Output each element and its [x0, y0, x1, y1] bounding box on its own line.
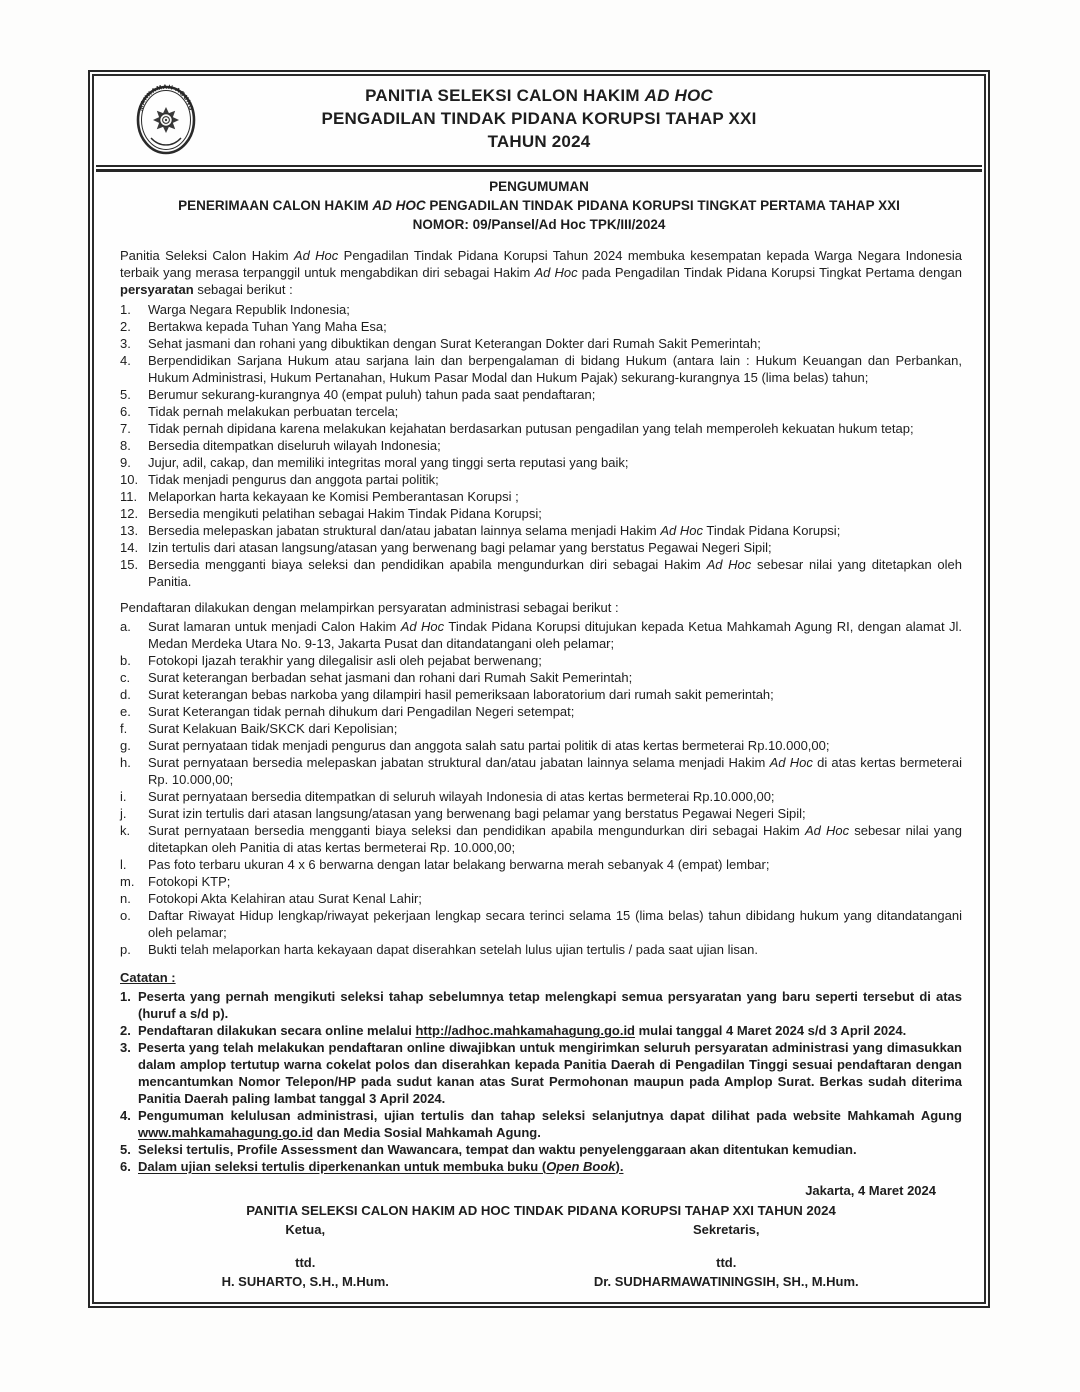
- place-date: Jakarta, 4 Maret 2024: [805, 1183, 936, 1198]
- requirement-item: [120, 318, 962, 335]
- admin-requirement-letter: a.: [120, 619, 131, 634]
- admin-requirement-item: [120, 788, 962, 805]
- signature-right-ttd: ttd.: [716, 1255, 737, 1270]
- note-number: 3.: [120, 1040, 131, 1055]
- admin-requirement-item: [120, 720, 962, 737]
- admin-requirement-letter: b.: [120, 653, 131, 668]
- intro-paragraph: Panitia Seleksi Calon Hakim Ad Hoc Pengadilan Tindak Pidana Korupsi Tahun 2024 membuka kesempatan kepada Warga Negara Indonesia terbaik yang merasa terpanggil untuk mengabdikan diri sebagai Hakim Ad Hoc pada Pengadilan Tindak Pidana Korupsi Tingkat Pertama dengan persyaratan sebagai berikut :: [120, 248, 963, 297]
- requirement-item: [120, 522, 962, 539]
- note-item: [120, 1141, 962, 1158]
- admin-requirement-text: Daftar Riwayat Hidup lengkap/riwayat pekerjaan lengkap secara terinci selama 15 (lima belas) tahun dibidang hukum yang ditandatangani oleh pelamar;: [148, 908, 962, 940]
- admin-requirement-text: Fotokopi Akta Kelahiran atau Surat Kenal Lahir;: [148, 891, 422, 906]
- admin-requirement-text: Surat pernyataan bersedia ditempatkan di seluruh wilayah Indonesia di atas kertas bermeterai Rp.10.000,00;: [148, 789, 775, 804]
- requirement-item: [120, 301, 962, 318]
- admin-requirement-letter: o.: [120, 908, 131, 923]
- requirement-item: [120, 437, 962, 454]
- letterhead-line1: PANITIA SELEKSI CALON HAKIM AD HOC: [365, 86, 713, 105]
- note-number: 4.: [120, 1108, 131, 1123]
- requirements-list: [120, 301, 962, 590]
- requirement-item: [120, 488, 962, 505]
- committee-title: PANITIA SELEKSI CALON HAKIM AD HOC TINDAK PIDANA KORUPSI TAHAP XXI TAHUN 2024: [246, 1203, 836, 1218]
- requirement-item: [120, 335, 962, 352]
- signature-block: [120, 1221, 962, 1290]
- admin-requirement-item: [120, 822, 962, 856]
- admin-requirement-letter: f.: [120, 721, 128, 736]
- admin-requirement-letter: g.: [120, 738, 131, 753]
- admin-requirement-text: Surat Keterangan tidak pernah dihukum dari Pengadilan Negeri setempat;: [148, 704, 575, 719]
- requirement-item: [120, 471, 962, 488]
- note-item: [120, 988, 962, 1022]
- letterhead-line3: TAHUN 2024: [487, 132, 591, 151]
- requirement-number: 2.: [120, 319, 131, 334]
- requirement-text: Izin tertulis dari atasan langsung/atasan yang berwenang bagi pelamar yang berstatus Pegawai Negeri Sipil;: [148, 540, 772, 555]
- admin-requirement-letter: h.: [120, 755, 131, 770]
- admin-requirement-text: Bukti telah melaporkan harta kekayaan dapat diserahkan setelah lulus ujian tertulis / pada saat ujian lisan.: [148, 942, 758, 957]
- requirement-number: 13.: [120, 523, 139, 538]
- admin-requirement-letter: p.: [120, 942, 131, 957]
- requirement-number: 12.: [120, 506, 139, 521]
- admin-requirement-text: Fotokopi KTP;: [148, 874, 231, 889]
- admin-requirement-letter: d.: [120, 687, 131, 702]
- requirement-text: Bersedia mengganti biaya seleksi dan pendidikan apabila mengundurkan diri sebagai Hakim Ad Hoc sebesar nilai yang ditetapkan oleh Panitia.: [148, 557, 962, 589]
- admin-intro-paragraph: Pendaftaran dilakukan dengan melampirkan persyaratan administrasi sebagai berikut :: [120, 600, 619, 615]
- requirement-text: Tidak pernah dipidana karena melakukan kejahatan berdasarkan putusan pengadilan yang telah memperoleh kekuatan hukum tetap;: [148, 421, 914, 436]
- note-text: Seleksi tertulis, Profile Assessment dan Wawancara, tempat dan waktu penyelenggaraan akan ditentukan kemudian.: [138, 1142, 857, 1157]
- requirement-text: Bertakwa kepada Tuhan Yang Maha Esa;: [148, 319, 387, 334]
- subject-number: NOMOR: 09/Pansel/Ad Hoc TPK/III/2024: [412, 217, 666, 232]
- letterhead: [94, 76, 984, 162]
- admin-requirement-item: [120, 686, 962, 703]
- admin-requirement-letter: c.: [120, 670, 131, 685]
- requirement-number: 8.: [120, 438, 131, 453]
- admin-requirement-item: [120, 941, 962, 958]
- requirement-number: 10.: [120, 472, 139, 487]
- admin-requirement-letter: m.: [120, 874, 135, 889]
- note-number: 5.: [120, 1142, 131, 1157]
- admin-requirement-text: Surat keterangan bebas narkoba yang dilampiri hasil pemeriksaan laboratorium dari rumah sakit pemerintah;: [148, 687, 774, 702]
- admin-requirement-text: Fotokopi Ijazah terakhir yang dilegalisir asli oleh pejabat berwenang;: [148, 653, 542, 668]
- signature-left: [120, 1221, 490, 1290]
- subject-subtitle: PENERIMAAN CALON HAKIM AD HOC PENGADILAN TINDAK PIDANA KORUPSI TINGKAT PERTAMA TAHAP XXI: [178, 198, 900, 213]
- admin-requirement-item: [120, 754, 962, 788]
- requirement-number: 5.: [120, 387, 131, 402]
- requirement-number: 11.: [120, 489, 138, 504]
- signature-right: [490, 1221, 962, 1290]
- requirement-number: 14.: [120, 540, 139, 555]
- requirement-text: Berumur sekurang-kurangnya 40 (empat puluh) tahun pada saat pendaftaran;: [148, 387, 596, 402]
- requirement-text: Bersedia mengikuti pelatihan sebagai Hakim Tindak Pidana Korupsi;: [148, 506, 542, 521]
- letterhead-divider: [96, 165, 982, 172]
- requirement-text: Bersedia melepaskan jabatan struktural dan/atau jabatan lainnya selama menjadi Hakim Ad Hoc Tindak Pidana Korupsi;: [148, 523, 841, 538]
- note-text: Pengumuman kelulusan administrasi, ujian tertulis dan tahap seleksi selanjutnya dapat dilihat pada website Mahkamah Agung www.mahkamahagung.go.id dan Media Sosial Mahkamah Agung.: [138, 1108, 962, 1140]
- requirement-text: Sehat jasmani dan rohani yang dibuktikan dengan Surat Keterangan Dokter dari Rumah Sakit Pemerintah;: [148, 336, 761, 351]
- admin-requirement-text: Surat izin tertulis dari atasan langsung/atasan yang berwenang bagi pelamar yang berstatus Pegawai Negeri Sipil;: [148, 806, 806, 821]
- requirement-number: 15.: [120, 557, 139, 572]
- admin-requirement-item: [120, 652, 962, 669]
- admin-requirement-letter: i.: [120, 789, 127, 804]
- admin-requirement-text: Pas foto terbaru ukuran 4 x 6 berwarna dengan latar belakang berwarna merah sebanyak 4 (empat) lembar;: [148, 857, 770, 872]
- admin-requirement-text: Surat pernyataan bersedia mengganti biaya seleksi dan pendidikan apabila mengundurkan diri sebagai Hakim Ad Hoc sebesar nilai yang ditetapkan oleh Panitia di atas kertas bermeterai Rp. 10.000,00;: [148, 823, 963, 855]
- admin-requirement-letter: l.: [120, 857, 127, 872]
- admin-requirement-letter: k.: [120, 823, 131, 838]
- admin-requirement-text: Surat lamaran untuk menjadi Calon Hakim Ad Hoc Tindak Pidana Korupsi ditujukan kepada Ketua Mahkamah Agung RI, dengan alamat Jl. Medan Merdeka Utara No. 9-13, Jakarta Pusat dan ditandatangani oleh pelamar;: [148, 619, 962, 651]
- document-body: [94, 234, 984, 1290]
- mahkamah-agung-seal-icon: [134, 82, 198, 158]
- admin-requirement-letter: j.: [120, 806, 127, 821]
- note-text: Peserta yang pernah mengikuti seleksi tahap sebelumnya tetap melengkapi semua persyaratan yang baru seperti tersebut di atas (huruf a s/d p).: [138, 989, 962, 1021]
- signature-left-role: Ketua,: [285, 1222, 326, 1237]
- signature-left-ttd: ttd.: [295, 1255, 316, 1270]
- note-item: [120, 1039, 962, 1107]
- signature-right-role: Sekretaris,: [692, 1222, 760, 1237]
- requirement-text: Jujur, adil, cakap, dan memiliki integritas moral yang tinggi serta reputasi yang baik;: [148, 455, 629, 470]
- seal-arc-text: MAHKAMAH AGUNG: [137, 83, 195, 112]
- admin-requirement-text: Surat pernyataan bersedia melepaskan jabatan struktural dan/atau jabatan lainnya selama menjadi Hakim Ad Hoc di atas kertas bermeterai Rp. 10.000,00;: [148, 755, 962, 787]
- note-number: 1.: [120, 989, 131, 1004]
- requirement-number: 6.: [120, 404, 131, 419]
- admin-requirement-text: Surat Kelakuan Baik/SKCK dari Kepolisian;: [148, 721, 398, 736]
- note-item: [120, 1022, 962, 1039]
- requirement-item: [120, 403, 962, 420]
- note-number: 2.: [120, 1023, 131, 1038]
- admin-requirement-item: [120, 873, 962, 890]
- signature-right-name: Dr. SUDHARMAWATININGSIH, SH., M.Hum.: [593, 1274, 859, 1289]
- note-item: [120, 1107, 962, 1141]
- signature-left-name: H. SUHARTO, S.H., M.Hum.: [221, 1274, 389, 1289]
- admin-requirement-item: [120, 737, 962, 754]
- admin-requirement-item: [120, 703, 962, 720]
- document-outer-border: [88, 70, 990, 1308]
- admin-requirement-item: [120, 669, 962, 686]
- requirement-item: [120, 386, 962, 403]
- requirement-number: 7.: [120, 421, 131, 436]
- requirement-text: Tidak pernah melakukan perbuatan tercela;: [148, 404, 399, 419]
- requirement-text: Warga Negara Republik Indonesia;: [148, 302, 350, 317]
- admin-requirements-list: [120, 618, 962, 958]
- requirement-item: [120, 539, 962, 556]
- requirement-number: 4.: [120, 353, 131, 368]
- admin-requirement-item: [120, 890, 962, 907]
- admin-requirement-letter: n.: [120, 891, 131, 906]
- requirement-item: [120, 505, 962, 522]
- admin-requirement-letter: e.: [120, 704, 131, 719]
- admin-requirement-item: [120, 856, 962, 873]
- note-item: [120, 1158, 962, 1175]
- admin-requirement-item: [120, 618, 962, 652]
- notes-heading: Catatan :: [120, 970, 176, 985]
- note-text: Peserta yang telah melakukan pendaftaran online diwajibkan untuk mengirimkan seluruh persyaratan administrasi yang dimasukkan dalam amplop tertutup warna cokelat polos dan diserahkan kepada Panitia Daerah di Pengadilan Tinggi sesuai pendaftaran dengan mencantumkan Nomor Telepon/HP pada sudut kanan atas Surat Permohonan maupun pada Amplop Surat. Berkas sudah diterima Panitia Daerah paling lambat tanggal 3 April 2024.: [138, 1040, 962, 1106]
- requirement-number: 9.: [120, 455, 131, 470]
- requirement-number: 1.: [120, 302, 131, 317]
- admin-requirement-item: [120, 805, 962, 822]
- requirement-item: [120, 352, 962, 386]
- note-text: Dalam ujian seleksi tertulis diperkenankan untuk membuka buku (Open Book).: [138, 1159, 624, 1174]
- requirement-item: [120, 420, 962, 437]
- subject-block: [94, 177, 984, 234]
- notes-list: [120, 988, 962, 1175]
- requirement-item: [120, 454, 962, 471]
- admin-requirement-item: [120, 907, 962, 941]
- note-number: 6.: [120, 1159, 131, 1174]
- requirement-text: Bersedia ditempatkan diseluruh wilayah Indonesia;: [148, 438, 441, 453]
- document-inner-border: [92, 74, 986, 1304]
- letterhead-line2: PENGADILAN TINDAK PIDANA KORUPSI TAHAP XXI: [321, 109, 757, 128]
- note-text: Pendaftaran dilakukan secara online melalui http://adhoc.mahkamahagung.go.id mulai tanggal 4 Maret 2024 s/d 3 April 2024.: [138, 1023, 907, 1038]
- requirement-number: 3.: [120, 336, 131, 351]
- admin-requirement-text: Surat keterangan berbadan sehat jasmani dan rohani dari Rumah Sakit Pemerintah;: [148, 670, 633, 685]
- requirement-text: Melaporkan harta kekayaan ke Komisi Pemberantasan Korupsi ;: [148, 489, 519, 504]
- requirement-text: Tidak menjadi pengurus dan anggota partai politik;: [148, 472, 439, 487]
- subject-title: PENGUMUMAN: [489, 179, 589, 194]
- requirement-text: Berpendidikan Sarjana Hukum atau sarjana lain dan berpengalaman di bidang Hukum (antara lain : Hukum Keuangan dan Perbankan, Hukum Administrasi, Hukum Pertanahan, Hukum Pasar Modal dan Hukum Pajak) sekurang-kurangnya 15 (lima belas) tahun;: [148, 353, 962, 385]
- letterhead-titles: [94, 84, 984, 153]
- requirement-item: [120, 556, 962, 590]
- admin-requirement-text: Surat pernyataan tidak menjadi pengurus dan anggota salah satu partai politik di atas kertas bermeterai Rp.10.000,00;: [148, 738, 830, 753]
